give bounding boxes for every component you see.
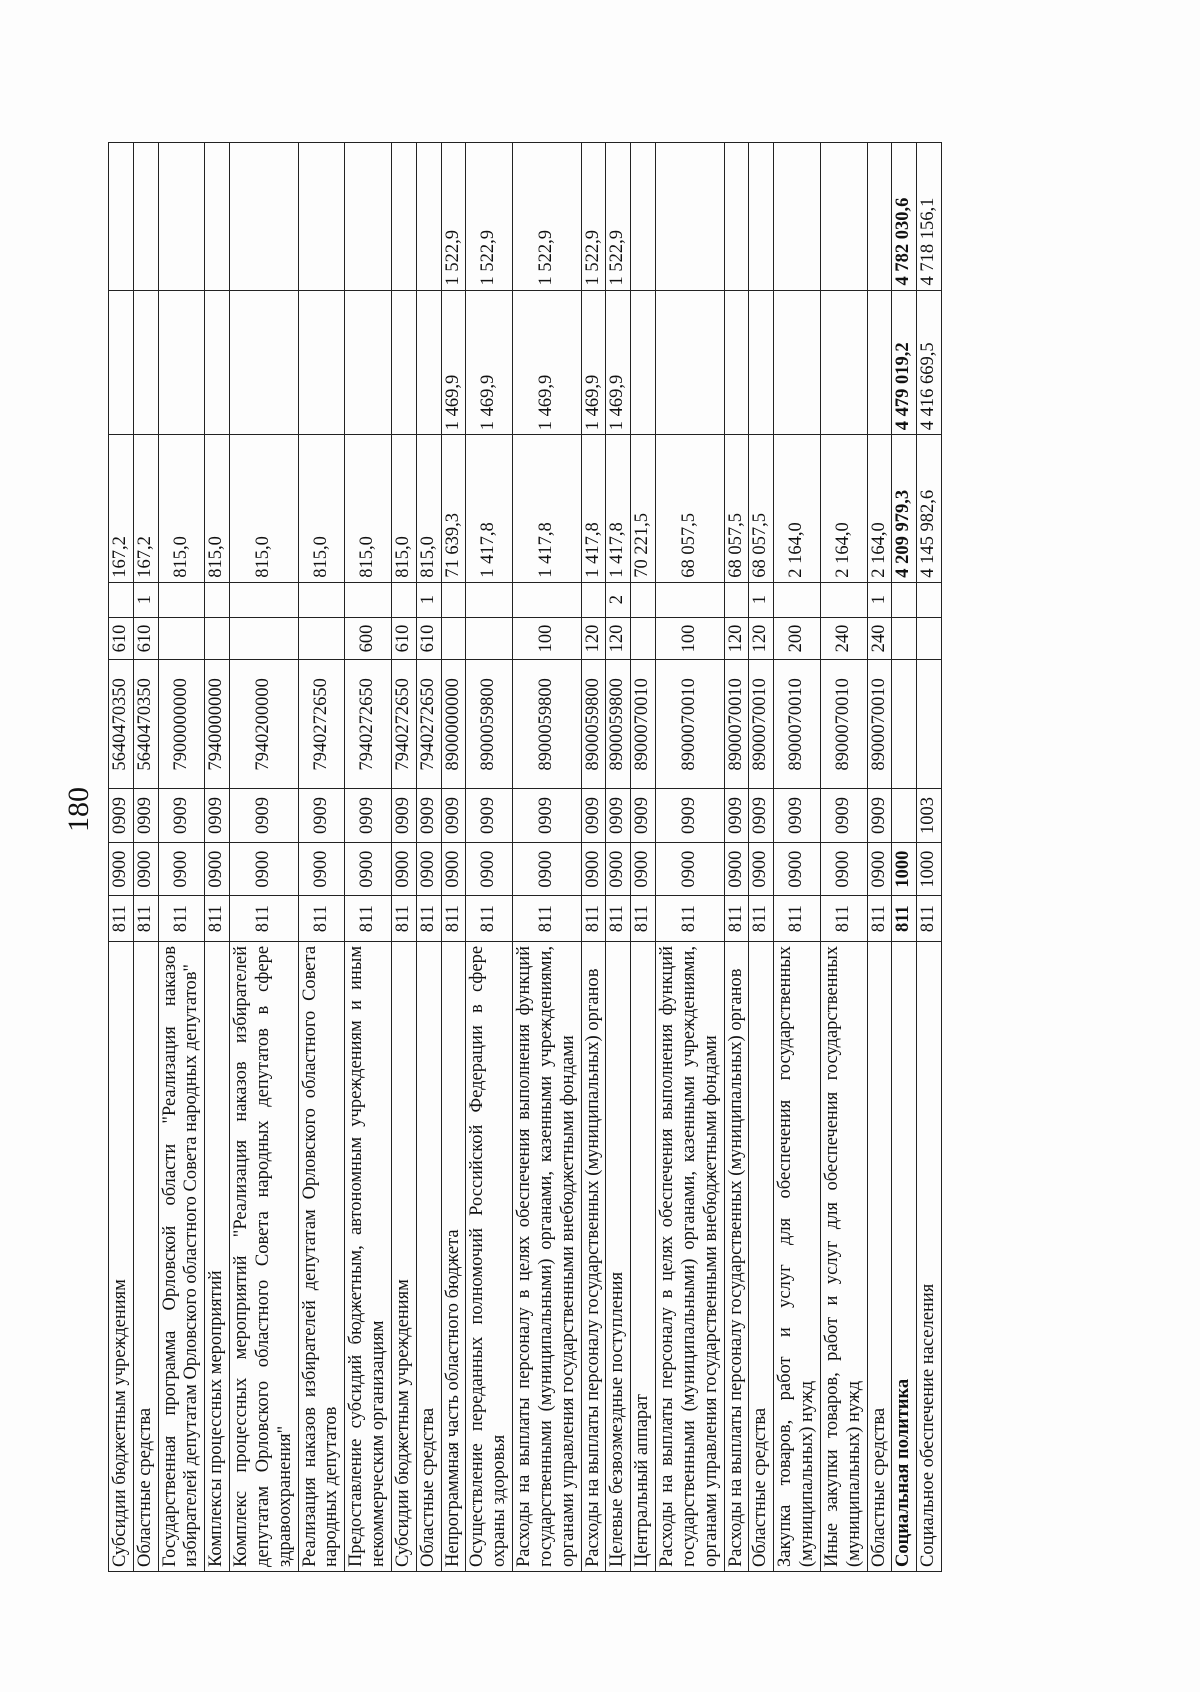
row-value-year2: [724, 290, 749, 435]
row-vr: 240: [820, 617, 867, 660]
row-glava: 811: [345, 896, 392, 942]
row-name: Социальная политика: [892, 941, 917, 1571]
row-value-year3: [230, 143, 298, 291]
row-value-year2: 1 469,9: [581, 290, 606, 435]
row-value-year3: [109, 143, 134, 291]
table-row: [298, 143, 345, 1572]
row-glava: 811: [656, 896, 724, 942]
row-source: [917, 582, 942, 617]
row-source: [345, 582, 392, 617]
row-name: Социальное обеспечение населения: [917, 941, 942, 1571]
row-value-year1: 1 417,8: [606, 435, 631, 582]
row-value-year1: 1 417,8: [466, 435, 513, 582]
row-podrazdel: 0909: [391, 789, 416, 843]
row-vr: 100: [513, 617, 581, 660]
row-razdel: 0900: [724, 842, 749, 896]
row-podrazdel: 0909: [724, 789, 749, 843]
row-razdel: 0900: [867, 842, 892, 896]
row-glava: 811: [820, 896, 867, 942]
row-value-year2: [656, 290, 724, 435]
row-value-year1: 2 164,0: [774, 435, 821, 582]
row-value-year2: 1 469,9: [606, 290, 631, 435]
row-value-year1: 4 209 979,3: [892, 435, 917, 582]
row-vr: [230, 617, 298, 660]
table-row: [441, 143, 466, 1572]
row-podrazdel: 0909: [345, 789, 392, 843]
row-csr: 7940000000: [205, 660, 230, 789]
row-source: [158, 582, 205, 617]
row-value-year3: [298, 143, 345, 291]
row-razdel: 0900: [581, 842, 606, 896]
row-glava: 811: [230, 896, 298, 942]
row-csr: 7940272650: [298, 660, 345, 789]
row-csr: 5640470350: [133, 660, 158, 789]
row-name: Государственная программа Орловской области "Реализация наказов избирателей депутатам Орловского областного Совета народных депутатов": [158, 941, 205, 1571]
row-value-year1: 815,0: [391, 435, 416, 582]
row-glava: 811: [774, 896, 821, 942]
row-podrazdel: 0909: [867, 789, 892, 843]
row-vr: 120: [749, 617, 774, 660]
row-value-year2: 1 469,9: [441, 290, 466, 435]
row-vr: [298, 617, 345, 660]
row-value-year1: 4 145 982,6: [917, 435, 942, 582]
row-vr: 610: [109, 617, 134, 660]
table-row: [917, 143, 942, 1572]
row-vr: 240: [867, 617, 892, 660]
row-csr: 7900000000: [158, 660, 205, 789]
row-glava: 811: [917, 896, 942, 942]
row-name: Субсидии бюджетным учреждениям: [391, 941, 416, 1571]
table-row: [466, 143, 513, 1572]
row-value-year2: 4 416 669,5: [917, 290, 942, 435]
row-razdel: 0900: [133, 842, 158, 896]
row-value-year3: [631, 143, 656, 291]
table-row: [892, 143, 917, 1572]
table-row: [749, 143, 774, 1572]
table-row: [416, 143, 441, 1572]
row-vr: [441, 617, 466, 660]
row-source: [513, 582, 581, 617]
row-value-year2: [158, 290, 205, 435]
row-razdel: 0900: [109, 842, 134, 896]
row-value-year1: 68 057,5: [724, 435, 749, 582]
row-value-year2: [391, 290, 416, 435]
row-csr: 8900070010: [774, 660, 821, 789]
row-podrazdel: 0909: [416, 789, 441, 843]
row-csr: 7940272650: [391, 660, 416, 789]
table-row: [230, 143, 298, 1572]
row-name: Закупка товаров, работ и услуг для обеспечения государственных (муниципальных) нужд: [774, 941, 821, 1571]
row-glava: 811: [867, 896, 892, 942]
row-razdel: 0900: [774, 842, 821, 896]
row-name: Субсидии бюджетным учреждениям: [109, 941, 134, 1571]
row-podrazdel: 0909: [820, 789, 867, 843]
row-razdel: 0900: [416, 842, 441, 896]
row-podrazdel: 0909: [205, 789, 230, 843]
row-podrazdel: 0909: [466, 789, 513, 843]
row-name: Осуществление переданных полномочий Российской Федерации в сфере охраны здоровья: [466, 941, 513, 1571]
row-vr: [158, 617, 205, 660]
row-vr: 120: [724, 617, 749, 660]
row-value-year3: [774, 143, 821, 291]
row-value-year2: [298, 290, 345, 435]
row-value-year3: [391, 143, 416, 291]
row-value-year3: 4 782 030,6: [892, 143, 917, 291]
row-source: [656, 582, 724, 617]
row-csr: 8900059800: [513, 660, 581, 789]
row-razdel: 0900: [158, 842, 205, 896]
row-name: Центральный аппарат: [631, 941, 656, 1571]
row-podrazdel: 0909: [656, 789, 724, 843]
row-name: Областные средства: [867, 941, 892, 1571]
table-row: [205, 143, 230, 1572]
row-csr: 8900070010: [631, 660, 656, 789]
row-value-year3: [158, 143, 205, 291]
row-podrazdel: 0909: [581, 789, 606, 843]
row-value-year2: [230, 290, 298, 435]
row-glava: 811: [391, 896, 416, 942]
row-csr: 8900070010: [749, 660, 774, 789]
table-row: [867, 143, 892, 1572]
table-row: [513, 143, 581, 1572]
row-vr: 120: [581, 617, 606, 660]
row-value-year2: [109, 290, 134, 435]
row-glava: 811: [416, 896, 441, 942]
row-value-year1: 1 417,8: [581, 435, 606, 582]
table-row: [581, 143, 606, 1572]
row-source: [441, 582, 466, 617]
row-razdel: 0900: [513, 842, 581, 896]
row-value-year2: 1 469,9: [513, 290, 581, 435]
row-csr: 7940200000: [230, 660, 298, 789]
table-row: [631, 143, 656, 1572]
row-podrazdel: 0909: [513, 789, 581, 843]
row-name: Расходы на выплаты персоналу в целях обеспечения выполнения функций государственными (муниципальными) органами, казенными учреждениями, органами управления государственными внебюджетными фондами: [513, 941, 581, 1571]
row-name: Реализация наказов избирателей депутатам Орловского областного Совета народных депутатов: [298, 941, 345, 1571]
row-value-year3: [820, 143, 867, 291]
row-csr: [917, 660, 942, 789]
row-glava: 811: [606, 896, 631, 942]
row-csr: 5640470350: [109, 660, 134, 789]
row-value-year1: 68 057,5: [656, 435, 724, 582]
row-value-year1: 68 057,5: [749, 435, 774, 582]
row-vr: [917, 617, 942, 660]
row-vr: [631, 617, 656, 660]
row-csr: 7940272650: [345, 660, 392, 789]
row-csr: 8900070010: [724, 660, 749, 789]
row-csr: 8900070010: [867, 660, 892, 789]
table-row: [606, 143, 631, 1572]
row-glava: 811: [298, 896, 345, 942]
row-value-year1: 70 221,5: [631, 435, 656, 582]
row-value-year1: 815,0: [158, 435, 205, 582]
row-value-year2: [133, 290, 158, 435]
row-vr: 200: [774, 617, 821, 660]
row-source: 1: [416, 582, 441, 617]
row-podrazdel: 0909: [158, 789, 205, 843]
row-csr: 8900059800: [606, 660, 631, 789]
row-vr: 120: [606, 617, 631, 660]
row-source: [205, 582, 230, 617]
row-value-year1: 815,0: [205, 435, 230, 582]
row-razdel: 0900: [205, 842, 230, 896]
row-name: Предоставление субсидий бюджетным, автономным учреждениям и иным некоммерческим организациям: [345, 941, 392, 1571]
row-value-year2: [774, 290, 821, 435]
row-razdel: 0900: [441, 842, 466, 896]
row-source: [724, 582, 749, 617]
row-source: [109, 582, 134, 617]
row-csr: 8900070010: [656, 660, 724, 789]
row-source: [581, 582, 606, 617]
table-row: [820, 143, 867, 1572]
row-podrazdel: 0909: [631, 789, 656, 843]
row-value-year1: 71 639,3: [441, 435, 466, 582]
row-podrazdel: 0909: [774, 789, 821, 843]
row-name: Расходы на выплаты персоналу в целях обеспечения выполнения функций государственными (муниципальными) органами, казенными учреждениями, органами управления государственными внебюджетными фондами: [656, 941, 724, 1571]
row-source: 1: [749, 582, 774, 617]
row-vr: [892, 617, 917, 660]
table-row: [109, 143, 134, 1572]
row-name: Комплекс процессных мероприятий "Реализация наказов избирателей депутатам Орловского областного Совета народных депутатов в сфере здравоохранения": [230, 941, 298, 1571]
row-glava: 811: [133, 896, 158, 942]
row-name: Расходы на выплаты персоналу государственных (муниципальных) органов: [581, 941, 606, 1571]
row-csr: 8900070010: [820, 660, 867, 789]
row-razdel: 1000: [917, 842, 942, 896]
table-row: [391, 143, 416, 1572]
row-razdel: 0900: [820, 842, 867, 896]
row-value-year1: 2 164,0: [820, 435, 867, 582]
row-podrazdel: 0909: [109, 789, 134, 843]
row-value-year3: [749, 143, 774, 291]
row-source: [466, 582, 513, 617]
row-value-year3: 1 522,9: [581, 143, 606, 291]
row-csr: 7940272650: [416, 660, 441, 789]
row-razdel: 0900: [466, 842, 513, 896]
row-glava: 811: [466, 896, 513, 942]
row-name: Комплексы процессных мероприятий: [205, 941, 230, 1571]
row-glava: 811: [581, 896, 606, 942]
row-glava: 811: [205, 896, 230, 942]
row-value-year1: 815,0: [230, 435, 298, 582]
table-row: [774, 143, 821, 1572]
row-value-year2: [867, 290, 892, 435]
row-source: 2: [606, 582, 631, 617]
row-name: Иные закупки товаров, работ и услуг для обеспечения государственных (муниципальных) нужд: [820, 941, 867, 1571]
row-glava: 811: [892, 896, 917, 942]
row-glava: 811: [441, 896, 466, 942]
row-glava: 811: [109, 896, 134, 942]
row-csr: 8900059800: [466, 660, 513, 789]
row-value-year2: [205, 290, 230, 435]
page-number: 180: [62, 787, 95, 832]
row-vr: 610: [416, 617, 441, 660]
row-razdel: 0900: [606, 842, 631, 896]
row-podrazdel: [892, 789, 917, 843]
row-glava: 811: [724, 896, 749, 942]
table-row: [158, 143, 205, 1572]
row-value-year3: [205, 143, 230, 291]
row-razdel: 0900: [298, 842, 345, 896]
row-value-year2: [416, 290, 441, 435]
table-row: [345, 143, 392, 1572]
budget-table: [108, 142, 942, 1572]
row-vr: 100: [656, 617, 724, 660]
row-value-year3: 1 522,9: [466, 143, 513, 291]
row-value-year2: [749, 290, 774, 435]
table-body: [109, 143, 942, 1572]
row-source: [774, 582, 821, 617]
row-name: Областные средства: [416, 941, 441, 1571]
row-csr: 8900000000: [441, 660, 466, 789]
row-glava: 811: [513, 896, 581, 942]
row-vr: [466, 617, 513, 660]
row-csr: [892, 660, 917, 789]
row-podrazdel: 1003: [917, 789, 942, 843]
row-value-year2: [820, 290, 867, 435]
row-value-year3: [724, 143, 749, 291]
row-razdel: 0900: [391, 842, 416, 896]
row-value-year1: 2 164,0: [867, 435, 892, 582]
row-value-year3: 1 522,9: [441, 143, 466, 291]
row-podrazdel: 0909: [749, 789, 774, 843]
row-source: [631, 582, 656, 617]
row-value-year1: 1 417,8: [513, 435, 581, 582]
row-podrazdel: 0909: [230, 789, 298, 843]
row-name: Областные средства: [133, 941, 158, 1571]
row-source: [298, 582, 345, 617]
row-value-year2: [345, 290, 392, 435]
row-source: [391, 582, 416, 617]
row-podrazdel: 0909: [441, 789, 466, 843]
row-source: [820, 582, 867, 617]
row-razdel: 0900: [230, 842, 298, 896]
row-source: [230, 582, 298, 617]
row-value-year1: 815,0: [416, 435, 441, 582]
row-razdel: 1000: [892, 842, 917, 896]
row-value-year3: [656, 143, 724, 291]
row-value-year3: [416, 143, 441, 291]
row-value-year2: [631, 290, 656, 435]
row-value-year3: 4 718 156,1: [917, 143, 942, 291]
row-name: Целевые безвозмездные поступления: [606, 941, 631, 1571]
table-row: [724, 143, 749, 1572]
row-name: Областные средства: [749, 941, 774, 1571]
row-podrazdel: 0909: [133, 789, 158, 843]
row-vr: 600: [345, 617, 392, 660]
table-row: [656, 143, 724, 1572]
row-glava: 811: [631, 896, 656, 942]
row-source: 1: [133, 582, 158, 617]
row-name: Расходы на выплаты персоналу государственных (муниципальных) органов: [724, 941, 749, 1571]
row-value-year2: 4 479 019,2: [892, 290, 917, 435]
row-csr: 8900059800: [581, 660, 606, 789]
row-value-year1: 815,0: [345, 435, 392, 582]
row-value-year1: 167,2: [109, 435, 134, 582]
row-value-year3: 1 522,9: [513, 143, 581, 291]
row-value-year3: [867, 143, 892, 291]
row-podrazdel: 0909: [298, 789, 345, 843]
table-row: [133, 143, 158, 1572]
row-razdel: 0900: [631, 842, 656, 896]
row-value-year1: 167,2: [133, 435, 158, 582]
row-value-year3: 1 522,9: [606, 143, 631, 291]
row-value-year1: 815,0: [298, 435, 345, 582]
row-source: 1: [867, 582, 892, 617]
row-razdel: 0900: [345, 842, 392, 896]
row-razdel: 0900: [749, 842, 774, 896]
row-podrazdel: 0909: [606, 789, 631, 843]
row-value-year2: 1 469,9: [466, 290, 513, 435]
row-source: [892, 582, 917, 617]
row-vr: 610: [133, 617, 158, 660]
rotated-table-wrapper: [108, 142, 1068, 1572]
row-value-year3: [133, 143, 158, 291]
row-name: Непрограммная часть областного бюджета: [441, 941, 466, 1571]
row-vr: 610: [391, 617, 416, 660]
row-glava: 811: [158, 896, 205, 942]
row-glava: 811: [749, 896, 774, 942]
row-value-year3: [345, 143, 392, 291]
row-vr: [205, 617, 230, 660]
row-razdel: 0900: [656, 842, 724, 896]
